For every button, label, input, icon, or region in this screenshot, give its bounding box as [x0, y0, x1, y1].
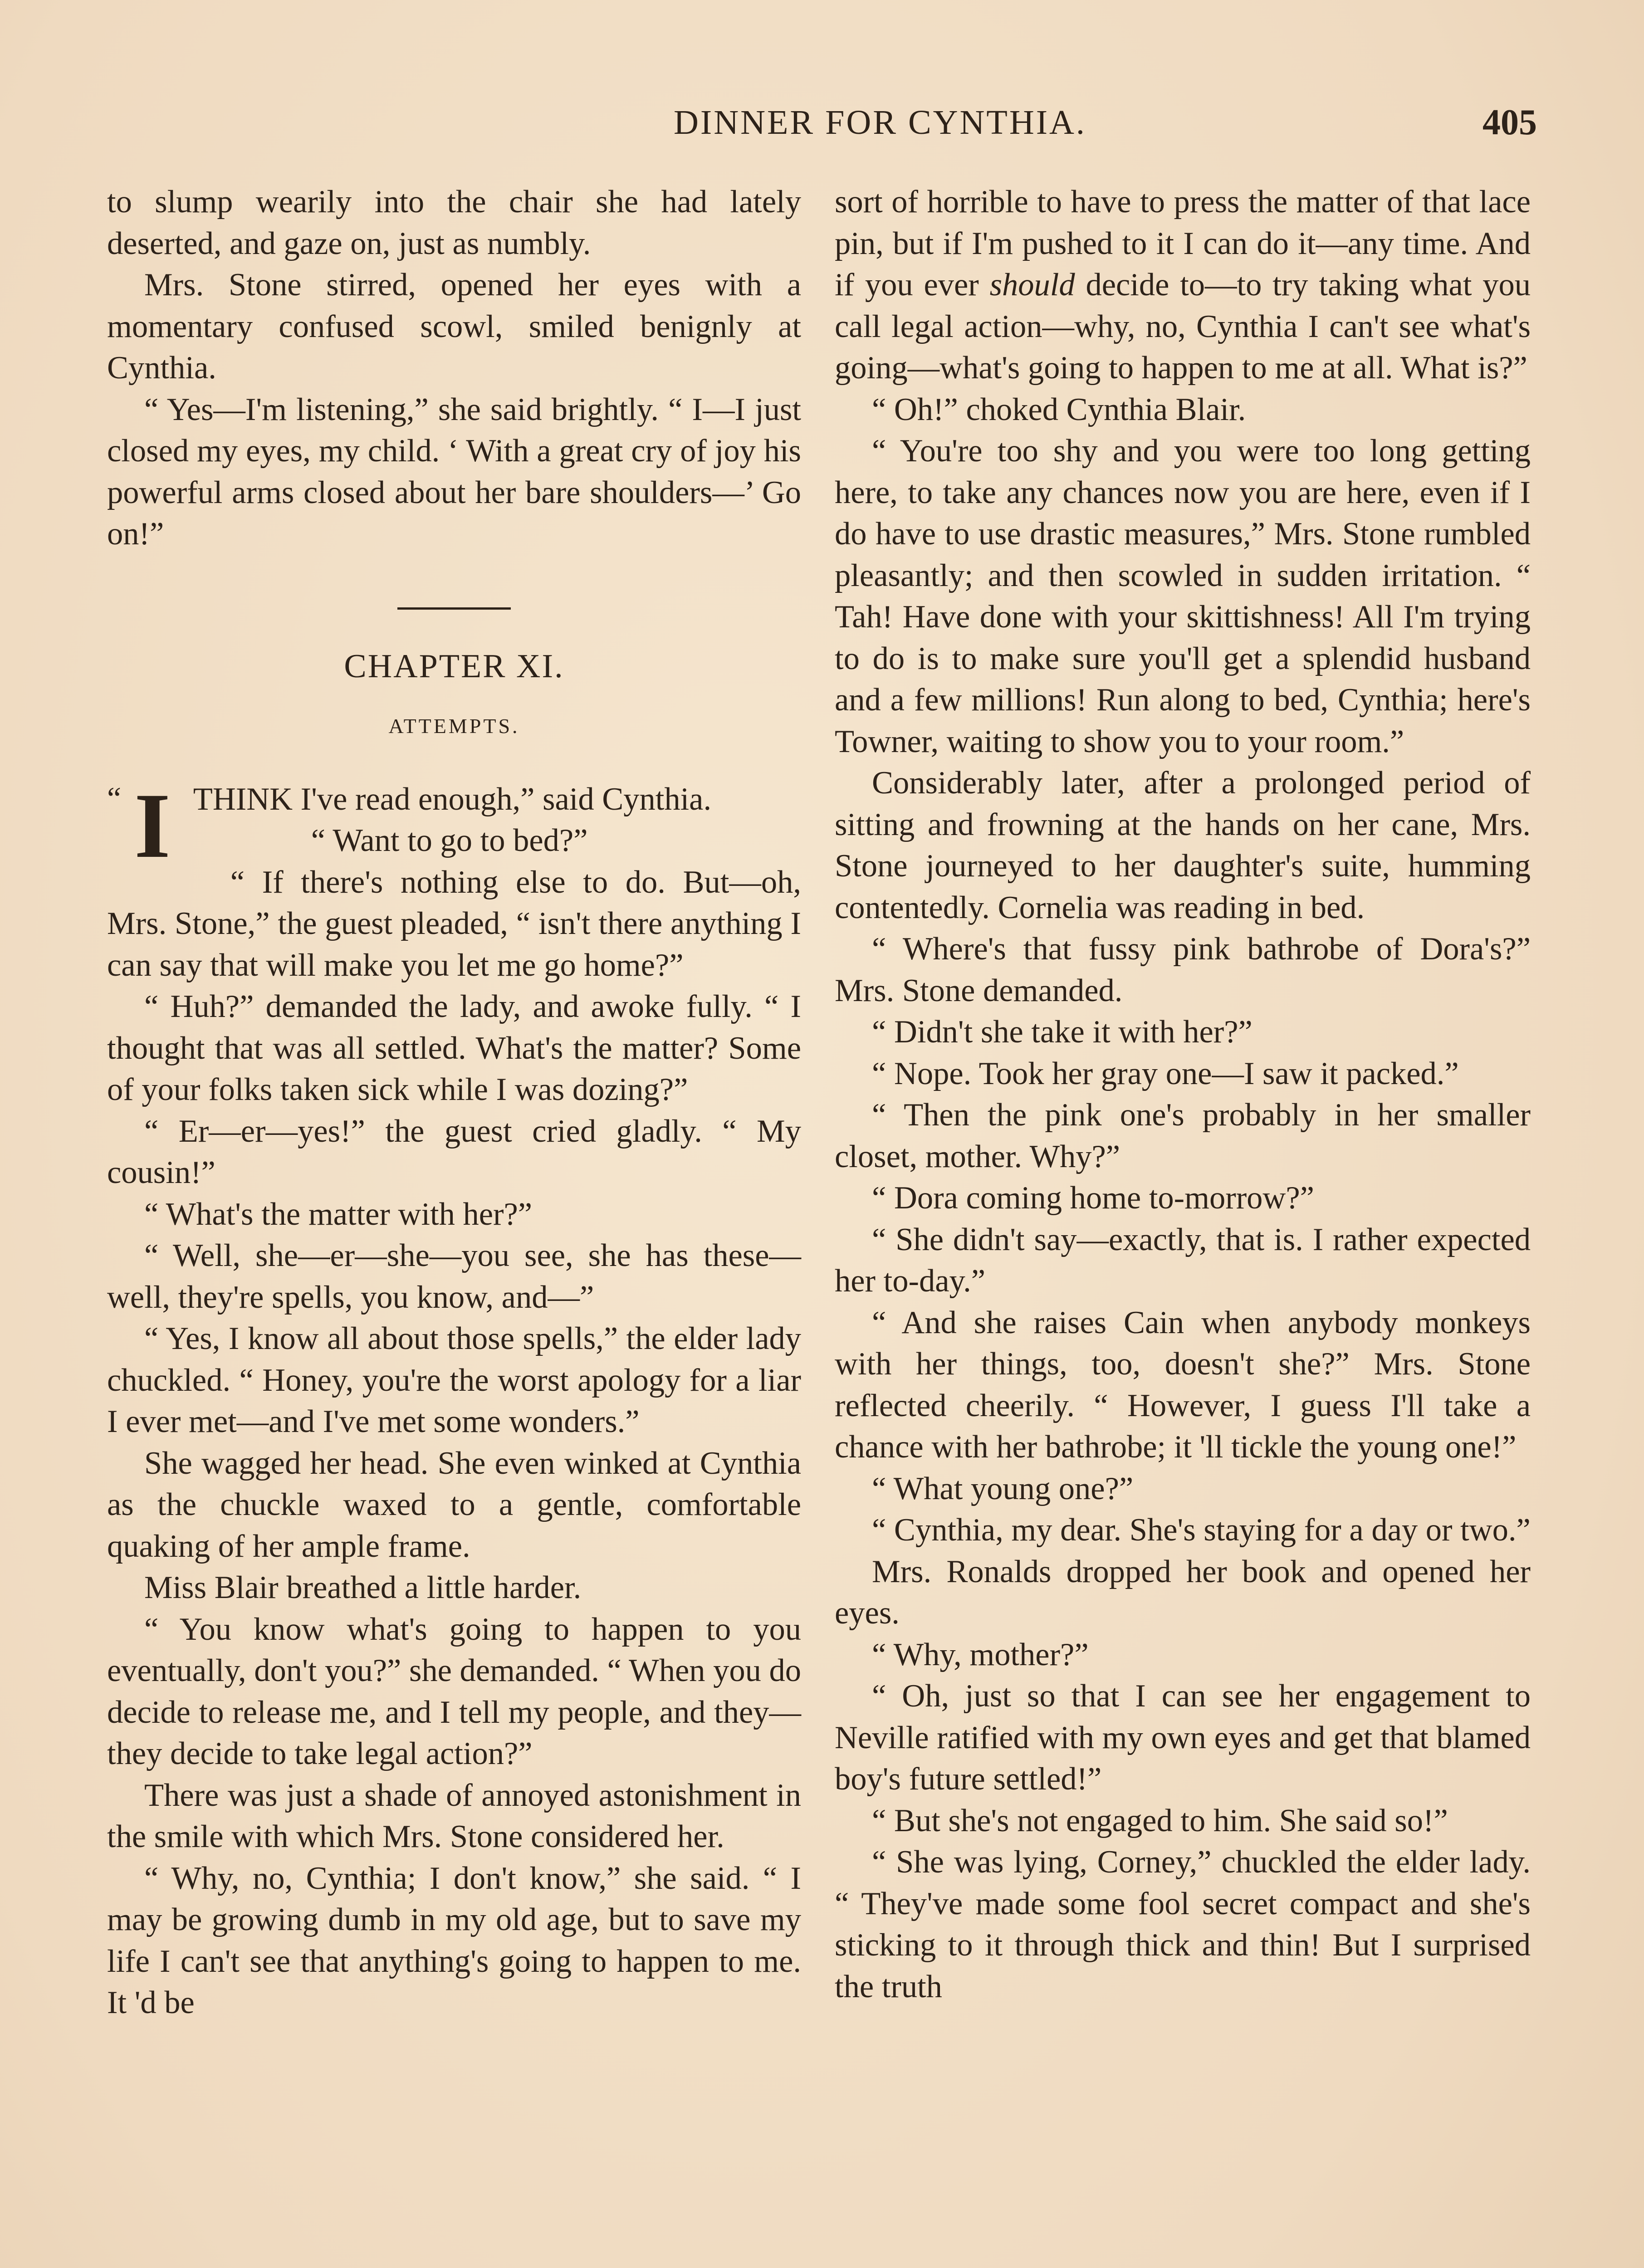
text-run: decide to—to try taking what you call legal action—why, no, Cynthia I can't see what's going—what's going to happen to me at all. What is?”: [835, 267, 1531, 386]
paragraph: “ Nope. Took her gray one—I saw it packed.”: [872, 1056, 1459, 1091]
paragraph: “ What's the matter with her?”: [144, 1196, 533, 1232]
paragraph: “ Oh, just so that I can see her engagement to Neville ratified with my own eyes and get that blamed boy's future settled!”: [835, 1678, 1531, 1797]
paragraph: “ But she's not engaged to him. She said so!”: [872, 1803, 1448, 1838]
paragraph: “ Yes—I'm listening,” she said brightly. “ I—I just closed my eyes, my child. ‘ With a great cry of joy his powerful arms closed about her bare shoulders—’ Go on!”: [107, 391, 801, 552]
running-title: DINNER FOR CYNTHIA.: [674, 103, 1086, 142]
right-column: [835, 181, 1531, 2008]
page-number: 405: [1483, 103, 1537, 142]
paragraph: Mrs. Ronalds dropped her book and opened her eyes.: [835, 1554, 1531, 1631]
paragraph: “ You know what's going to happen to you eventually, don't you?” she demanded. “ When you do decide to release me, and I tell my people, and they—they decide to take legal action?”: [107, 1611, 801, 1771]
text-run: sort of horrible to have to press the matter of that lace pin, but if I'm pushed to it I can do it—any time. And if you ever: [835, 184, 1531, 303]
opening-quote: “: [107, 781, 122, 816]
drop-cap: I: [134, 774, 171, 877]
chapter-subtitle: ATTEMPTS.: [388, 714, 520, 738]
paragraph: [835, 181, 1531, 389]
paragraph: to slump wearily into the chair she had lately deserted, and gaze on, just as numbly.: [107, 184, 801, 261]
paragraph: “ Didn't she take it with her?”: [872, 1014, 1253, 1050]
chapter-heading: CHAPTER XI.: [344, 647, 564, 685]
paragraph: Mrs. Stone stirred, opened her eyes with a momentary confused scowl, smiled benignly at Cynthia.: [107, 267, 801, 386]
paragraph: “ Where's that fussy pink bathrobe of Dora's?” Mrs. Stone demanded.: [835, 931, 1531, 1008]
paragraph: There was just a shade of annoyed astonishment in the smile with which Mrs. Stone considered her.: [107, 1777, 801, 1854]
paragraph: “ Huh?” demanded the lady, and awoke fully. “ I thought that was all settled. What's the matter? Some of your folks taken sick while I was dozing?”: [107, 989, 801, 1107]
paragraph: “ Why, no, Cynthia; I don't know,” she said. “ I may be growing dumb in my old age, but to save my life I can't see that anything's going to happen to me. It 'd be: [107, 1860, 801, 2020]
paragraph: “ If there's nothing else to do. But—oh, Mrs. Stone,” the guest pleaded, “ isn't there anything I can say that will make you let me go home?”: [107, 864, 801, 983]
italic-text: should: [989, 267, 1075, 303]
paragraph: “ Want to go to bed?”: [311, 823, 588, 858]
paragraph: Miss Blair breathed a little harder.: [144, 1570, 582, 1605]
section-divider: [397, 607, 511, 610]
paragraph: “ Yes, I know all about those spells,” the elder lady chuckled. “ Honey, you're the worst apology for a liar I ever met—and I've met some wonders.”: [107, 1321, 801, 1439]
running-head: [105, 98, 1537, 147]
opening-text: THINK I've read enough,” said Cynthia.: [193, 781, 712, 817]
paragraph: “ Oh!” choked Cynthia Blair.: [872, 391, 1246, 427]
paragraph: “ You're too shy and you were too long getting here, to take any chances now you are here, even if I do have to use drastic measures,” Mrs. Stone rumbled pleasantly; and then scowled in sudden irritation. “ Tah! Have done with your skittishness! All I'm trying to do is to make sure you'll get a splendid husband and a few millions! Run along to bed, Cynthia; here's Towner, waiting to show you to your room.”: [835, 433, 1531, 759]
paragraph: “ She was lying, Corney,” chuckled the elder lady. “ They've made some fool secret compact and she's sticking to it through thick and thin! But I surprised the truth: [835, 1844, 1531, 2004]
paragraph: “ Well, she—er—she—you see, she has these—well, they're spells, you know, and—”: [107, 1238, 801, 1315]
paragraph: “ What young one?”: [872, 1471, 1134, 1506]
paragraph: “ Then the pink one's probably in her smaller closet, mother. Why?”: [835, 1097, 1531, 1174]
paragraph: “ Er—er—yes!” the guest cried gladly. “ My cousin!”: [107, 1113, 801, 1190]
left-column: [107, 181, 801, 2024]
paragraph: “ Dora coming home to-morrow?”: [872, 1180, 1314, 1216]
paragraph: She wagged her head. She even winked at Cynthia as the chuckle waxed to a gentle, comfortable quaking of her ample frame.: [107, 1445, 801, 1564]
paragraph: Considerably later, after a prolonged period of sitting and frowning at the hands on her cane, Mrs. Stone journeyed to her daughter's suite, humming contentedly. Cornelia was reading in bed.: [835, 765, 1531, 925]
paragraph: “ Cynthia, my dear. She's staying for a day or two.”: [872, 1512, 1531, 1548]
paragraph: “ Why, mother?”: [872, 1637, 1089, 1672]
paragraph: “ And she raises Cain when anybody monkeys with her things, too, doesn't she?” Mrs. Stone reflected cheerily. “ However, I guess I'll take a chance with her bathrobe; it 'll tickle the young one!”: [835, 1305, 1531, 1465]
paragraph: “ She didn't say—exactly, that is. I rather expected her to-day.”: [835, 1222, 1531, 1299]
